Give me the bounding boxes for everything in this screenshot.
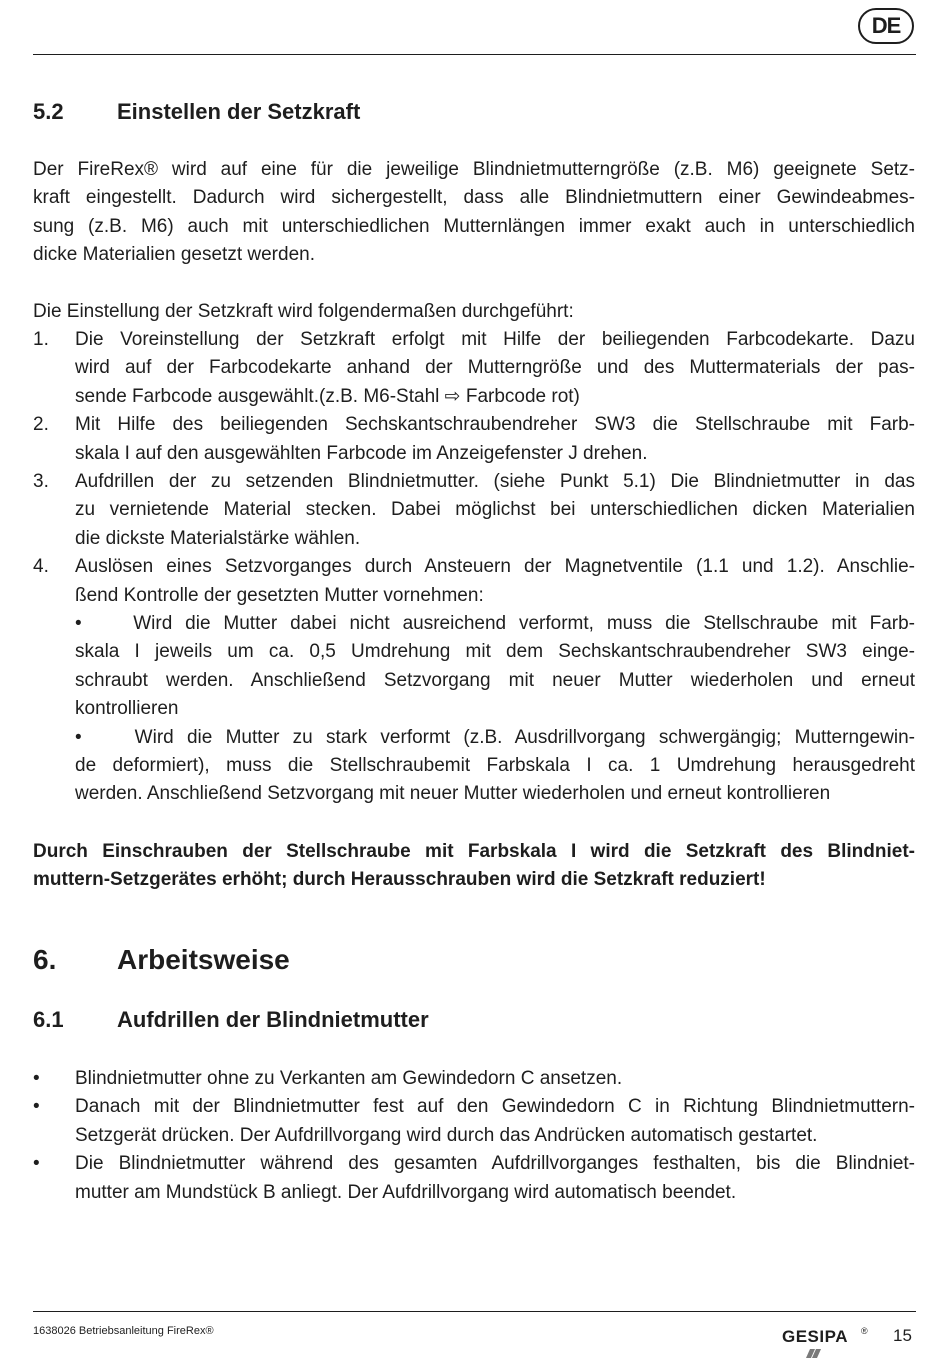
bullet-icon: • <box>33 1068 40 1089</box>
substep-bullet-line: werden. Anschließend Setzvorgang mit neuer Mutter wiederholen und erneut kontrollieren <box>75 783 831 805</box>
step-line: Aufdrillen der zu setzenden Blindnietmutter. (siehe Punkt 5.1) Die Blindnietmutter in das <box>75 471 915 492</box>
gesipa-logo <box>782 1326 872 1358</box>
substep-bullet-line: schraubt werden. Anschließend Setzvorgang mit neuer Mutter wiederholen und erneut <box>75 669 915 691</box>
step-line: wird auf der Farbcodekarte anhand der Mutterngröße und des Muttermaterials der pas- <box>75 357 915 379</box>
steps-list <box>33 326 915 816</box>
intro-line: kraft eingestellt. Dadurch wird sichergestellt, dass alle Blindnietmuttern einer Gewindeabmes- <box>33 187 915 209</box>
gesipa-wordmark: GESIPA <box>782 1327 848 1346</box>
section-5-2-number: 5.2 <box>33 99 64 124</box>
footer-rule <box>33 1311 916 1312</box>
intro-line: dicke Materialien gesetzt werden. <box>33 244 315 266</box>
step-line: sende Farbcode ausgewählt.(z.B. M6-Stahl ⇨ Farbcode rot) <box>75 385 580 407</box>
page-number: 15 <box>893 1326 912 1345</box>
section-6-title: Arbeitsweise <box>117 944 290 975</box>
bullet-line: Setzgerät drücken. Der Aufdrillvorgang wird durch das Andrücken automatisch gestartet. <box>75 1124 818 1146</box>
footer-doc-ref: 1638026 Betriebsanleitung FireRex® <box>33 1325 214 1337</box>
step-number: 4. <box>33 556 49 578</box>
step-line: zu vernietende Material stecken. Dabei möglichst bei unterschiedlichen dicken Materialien <box>75 499 915 521</box>
substep-bullet-line: de deformiert), muss die Stellschraubemit Farbskala I ca. 1 Umdrehung herausgedreht <box>75 755 915 776</box>
substep-bullet-line: • Wird die Mutter dabei nicht ausreichend verformt, muss die Stellschraube mit Farb- <box>75 613 915 634</box>
intro-line: sung (z.B. M6) auch mit unterschiedlichen Mutternlängen immer exakt auch in unterschiedlich <box>33 215 915 237</box>
aufdrillen-bullet-list <box>33 1065 915 1215</box>
step-number: 2. <box>33 414 49 436</box>
steps-intro: Die Einstellung der Setzkraft wird folgendermaßen durchgeführt: <box>33 301 574 322</box>
substep-bullet-line: • Wird die Mutter zu stark verformt (z.B. Ausdrillvorgang schwergängig; Mutterngewin- <box>75 726 915 748</box>
section-6-number: 6. <box>33 944 57 975</box>
bullet-icon: • <box>33 1096 40 1118</box>
step-line: die dickste Materialstärke wählen. <box>75 527 361 549</box>
substep-bullet-line: skala I jeweils um ca. 0,5 Umdrehung mit dem Sechskantschraubendreher SW3 einge- <box>75 641 915 663</box>
step-number: 3. <box>33 471 49 492</box>
note-line: muttern-Setzgerätes erhöht; durch Herausschrauben wird die Setzkraft reduziert! <box>33 869 766 891</box>
step-line: Auslösen eines Setzvorganges durch Ansteuern der Magnetventile (1.1 und 1.2). Anschlie- <box>75 556 915 578</box>
bullet-icon: • <box>33 1153 40 1175</box>
bullet-line: Blindnietmutter ohne zu Verkanten am Gewindedorn C ansetzen. <box>75 1068 623 1089</box>
bullet-line: Danach mit der Blindnietmutter fest auf den Gewindedorn C in Richtung Blindnietmuttern- <box>75 1096 915 1118</box>
registered-mark: ® <box>861 1326 868 1336</box>
language-badge: DE <box>858 8 914 44</box>
substep-bullet-line: kontrollieren <box>75 698 179 720</box>
step-line: Die Voreinstellung der Setzkraft erfolgt mit Hilfe der beiliegenden Farbcodekarte. Dazu <box>75 329 915 350</box>
step-number: 1. <box>33 329 49 350</box>
step-line: ßend Kontrolle der gesetzten Mutter vornehmen: <box>75 584 484 606</box>
intro-paragraph <box>33 156 915 276</box>
setzkraft-note <box>33 838 915 898</box>
step-line: skala I auf den ausgewählten Farbcode im Anzeigefenster J drehen. <box>75 442 648 464</box>
step-line: Mit Hilfe des beiliegenden Sechskantschraubendreher SW3 die Stellschraube mit Farb- <box>75 414 915 436</box>
section-5-2-title: Einstellen der Setzkraft <box>117 99 361 124</box>
intro-line: Der FireRex® wird auf eine für die jeweilige Blindnietmutterngröße (z.B. M6) geeignete Setz- <box>33 159 915 180</box>
bullet-line: mutter am Mundstück B anliegt. Der Aufdrillvorgang wird automatisch beendet. <box>75 1181 737 1203</box>
section-6-1-number: 6.1 <box>33 1007 64 1032</box>
note-line: Durch Einschrauben der Stellschraube mit Farbskala I wird die Setzkraft des Blindniet- <box>33 841 915 862</box>
section-6-1-title: Aufdrillen der Blindnietmutter <box>117 1007 429 1032</box>
bullet-line: Die Blindnietmutter während des gesamten Aufdrillvorganges festhalten, bis die Blindniet- <box>75 1153 915 1175</box>
header-rule <box>33 54 916 55</box>
